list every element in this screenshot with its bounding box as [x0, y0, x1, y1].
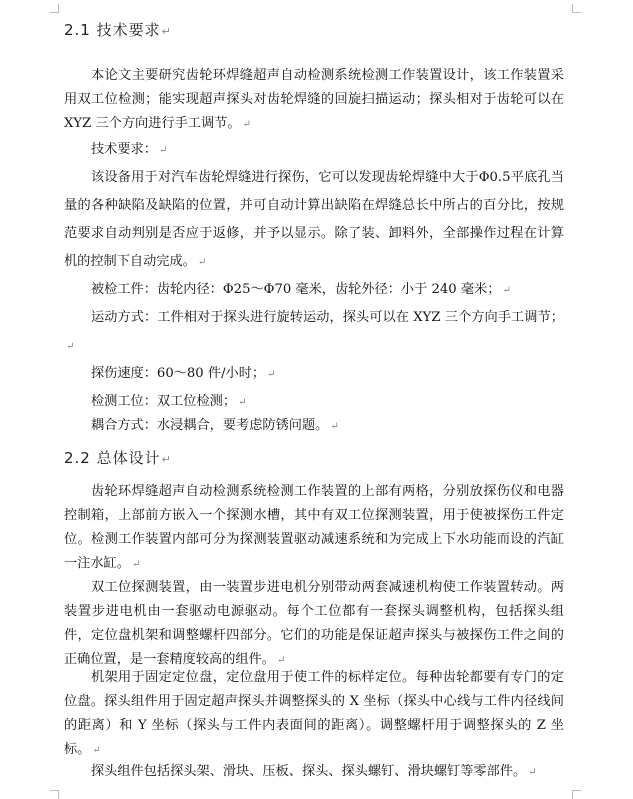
page-corner-mark-top-right — [572, 4, 581, 13]
paragraph-mark: ↵ — [242, 119, 251, 130]
section-heading — [64, 448, 172, 470]
paragraph-text: 被检工件：齿轮内径：Φ25～Φ70 毫米，齿轮外径：小于 240 毫米； — [91, 282, 501, 297]
paragraph-mark: ↵ — [161, 25, 172, 38]
paragraph-text: 双工位探测装置，由一装置步进电机分别带动两套减速机构使工作装置转动。两装置步进电机由一套驱动电源驱动。每个工位都有一套探头调整机构，包括探头组件，定位盘机架和调整螺杆四部分。它们的功能是保证超声探头与被探伤工件之间的正确位置，是一套精度较高的组件。 — [64, 580, 564, 667]
section-heading-text: 2.1 技术要求 — [64, 21, 161, 39]
paragraph-mark: ↵ — [158, 145, 168, 156]
paragraph-text: 机架用于固定定位盘，定位盘用于使工件的标样定位。每种齿轮都要有专门的定位盘。探头组件用于固定超声探头并调整探头的 X 坐标（探头中心线与工件内径线间的距离）和 Y 坐标（探头与工件内表面间的距离）。调整螺杆用于调整探头的 Z 坐标。 — [64, 670, 564, 757]
paragraph — [64, 276, 564, 305]
paragraph-mark: ↵ — [161, 453, 172, 466]
paragraph-text: 运动方式：工件相对于探头进行旋转运动，探头可以在 XYZ 三个方向手工调节； — [91, 310, 564, 325]
paragraph-mark: ↵ — [330, 421, 339, 432]
paragraph-text: 探头组件包括探头架、滑块、压板、探头、探头螺钉、滑块螺钉等零部件。 — [91, 764, 527, 779]
paragraph — [64, 164, 564, 277]
paragraph-text: 技术要求： — [91, 142, 157, 157]
paragraph — [64, 304, 564, 361]
paragraph-mark: ↵ — [277, 655, 286, 666]
paragraph — [64, 412, 564, 441]
paragraph — [64, 666, 564, 763]
page-corner-mark-bottom-right — [572, 790, 581, 799]
paragraph-mark: ↵ — [528, 767, 537, 778]
paragraph-text: 探伤速度：60～80 件/小时； — [91, 366, 266, 381]
page-corner-mark-bottom-left — [50, 790, 59, 799]
section-heading — [64, 20, 172, 42]
paragraph-mark: ↵ — [131, 559, 141, 570]
paragraph — [64, 64, 564, 137]
paragraph-text: 齿轮环焊缝超声自动检测系统检测工作装置的上部有两格，分别放探伤仪和电器控制箱，上部前方嵌入一个探测水槽，其中有双工位探测装置，用于使被探伤工件定位。检测工作装置内部可分为探测装置驱动减速系统和为完成上下水功能而设的汽缸一注水缸。 — [64, 484, 564, 571]
paragraph — [64, 576, 564, 673]
paragraph-mark: ↵ — [66, 341, 75, 352]
paragraph-text: 该设备用于对汽车齿轮焊缝进行探伤，它可以发现齿轮焊缝中大于Φ0.5平底孔当量的各种缺陷及缺陷的位置，并可自动计算出缺陷在焊缝总长中所占的百分比，按规范要求自动判别是否应于返修，并予以显示。除了装、卸料外，全部操作过程在计算机的控制下自动完成。 — [64, 170, 564, 269]
paragraph — [64, 758, 564, 787]
page-corner-mark-top-left — [50, 4, 59, 13]
paragraph-mark: ↵ — [197, 257, 207, 268]
paragraph-mark: ↵ — [502, 285, 511, 296]
paragraph — [64, 136, 564, 165]
paragraph-text: 检测工位：双工位检测； — [91, 394, 237, 409]
paragraph-text: 本论文主要研究齿轮环焊缝超声自动检测系统检测工作装置设计，该工作装置采用双工位检测；能实现超声探头对齿轮焊缝的回旋扫描运动；探头相对于齿轮可以在 XYZ 三个方向进行手工调节。 — [64, 68, 564, 131]
section-heading-text: 2.2 总体设计 — [64, 449, 161, 467]
paragraph — [64, 360, 564, 389]
paragraph — [64, 480, 564, 577]
paragraph-mark: ↵ — [267, 369, 276, 380]
paragraph-mark: ↵ — [92, 745, 101, 756]
paragraph-text: 耦合方式：水浸耦合，要考虑防锈问题。 — [91, 418, 329, 433]
paragraph-mark: ↵ — [238, 397, 247, 408]
